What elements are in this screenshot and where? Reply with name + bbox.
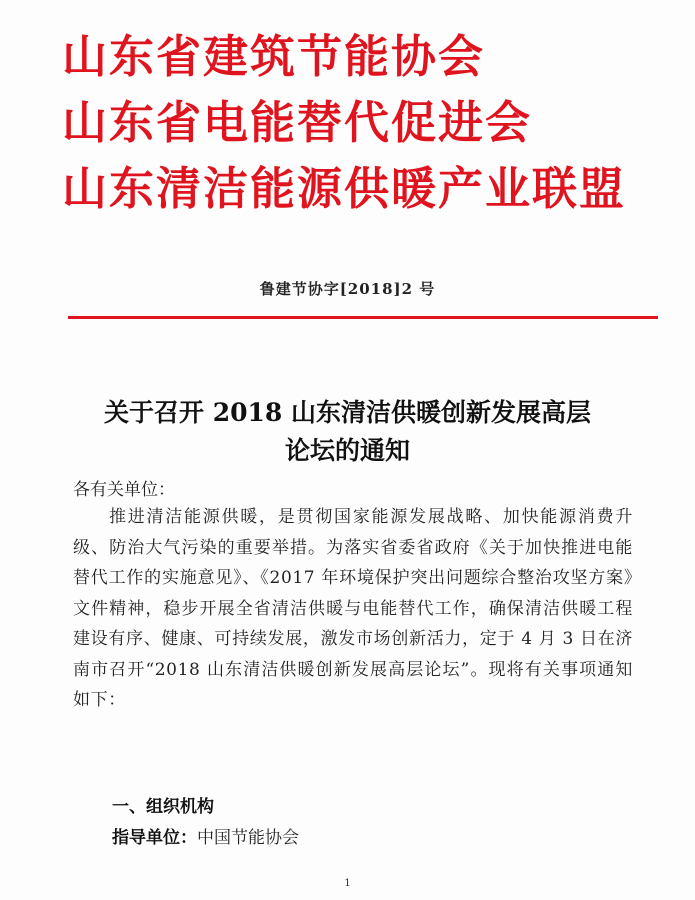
guiding-unit-label: 指导单位： <box>112 828 197 848</box>
salutation: 各有关单位： <box>73 480 175 500</box>
guiding-unit-line <box>112 823 299 848</box>
notice-title-line-1: 关于召开 2018 山东清洁供暖创新发展高层 <box>104 398 591 427</box>
org-name-1: 山东省建筑节能协会 <box>62 30 486 83</box>
red-divider-line <box>68 316 658 319</box>
page-number: 1 <box>344 878 351 889</box>
notice-title <box>0 394 695 470</box>
notice-title-line-2: 论坛的通知 <box>284 436 410 465</box>
issuing-organizations <box>62 24 662 222</box>
guiding-unit-value: 中国节能协会 <box>197 828 299 848</box>
document-number: 鲁建节协字[2018]2 号 <box>259 280 436 298</box>
org-name-2: 山东省电能替代促进会 <box>62 96 533 149</box>
notice-body-paragraph: 推进清洁能源供暖，是贯彻国家能源发展战略、加快能源消费升级、防治大气污染的重要举措。为落实省委省政府《关于加快推进电能替代工作的实施意见》、《2017 年环境保护突出问题综合整治攻坚方案》文件精神，稳步开展全省清洁供暖与电能替代工作，确保清洁供暖工程建设有序、健康、可持续发展，激发市场创新活力，定于 4 月 3 日在济南市召开“2018 山东清洁供暖创新发展高层论坛”。现将有关事项通知如下： <box>73 507 633 710</box>
section-heading-organization: 一、组织机构 <box>112 797 214 817</box>
org-name-3: 山东清洁能源供暖产业联盟 <box>62 162 627 215</box>
